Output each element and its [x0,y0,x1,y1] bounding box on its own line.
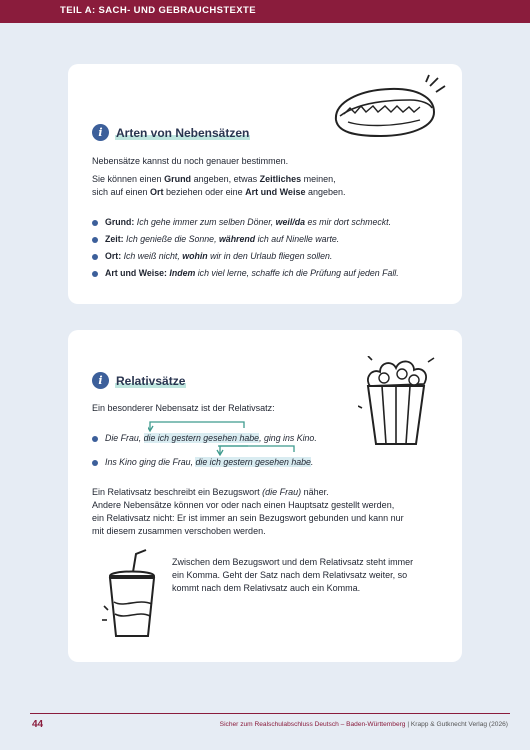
header-bar [0,0,530,23]
card2-paragraph-1: Ein Relativsatz beschreibt ein Bezugswort (die Frau) näher. Andere Nebensätze können vor oder nach einen Hauptsatz gestellt werden, ein Relativsatz nicht: Er ist immer an sein Bezugswort gebunden und kann nur mit diesem zusammen verschoben werden. [92,487,404,536]
card2-heading [92,372,186,389]
card1-intro: Nebensätze kannst du noch genauer bestimmen. [92,156,289,166]
doener-sandwich-icon [330,74,448,144]
page-footer [0,713,530,737]
card1-title: Arten von Nebensätzen [116,125,250,140]
section-title: TEIL A: SACH- UND GEBRAUCHSTEXTE [60,5,256,16]
list-item: Zeit: Ich genieße die Sonne, während ich auf Ninelle warte. [92,233,399,246]
soda-cup-icon [102,548,162,640]
clause-type-list [92,216,399,284]
example-list [92,432,317,473]
info-card-relativsaetze [68,330,462,662]
list-item: Art und Weise: Indem ich viel lerne, schaffe ich die Prüfung auf jeden Fall. [92,267,399,280]
card2-intro: Ein besonderer Nebensatz ist der Relativsatz: [92,403,275,413]
card2-title: Relativsätze [116,373,186,388]
info-card-nebensaetze [68,64,462,304]
list-item: Die Frau, die ich gestern gesehen habe, ging ins Kino. [92,432,317,445]
page-number: 44 [32,719,44,730]
footer-text: Sicher zum Realschulabschluss Deutsch – Baden-Württemberg | Krapp & Gutknecht Verlag (2026) [219,721,508,728]
list-item: Ins Kino ging die Frau, die ich gestern gesehen habe. [92,456,317,469]
card1-heading [92,124,250,141]
list-item: Grund: Ich gehe immer zum selben Döner, weil/da es mir dort schmeckt. [92,216,399,229]
info-icon: i [92,372,109,389]
card2-paragraph-comma: Zwischen dem Bezugswort und dem Relativsatz steht immer ein Komma. Geht der Satz nach dem Relativsatz weiter, so kommt nach dem Relativsatz auch ein Komma. [172,557,414,593]
list-item: Ort: Ich weiß nicht, wohin wir in den Urlaub fliegen sollen. [92,250,399,263]
info-icon: i [92,124,109,141]
card1-paragraph-1: Sie können einen Grund angeben, etwas Zeitliches meinen, sich auf einen Ort beziehen oder eine Art und Weise angeben. [92,174,346,197]
